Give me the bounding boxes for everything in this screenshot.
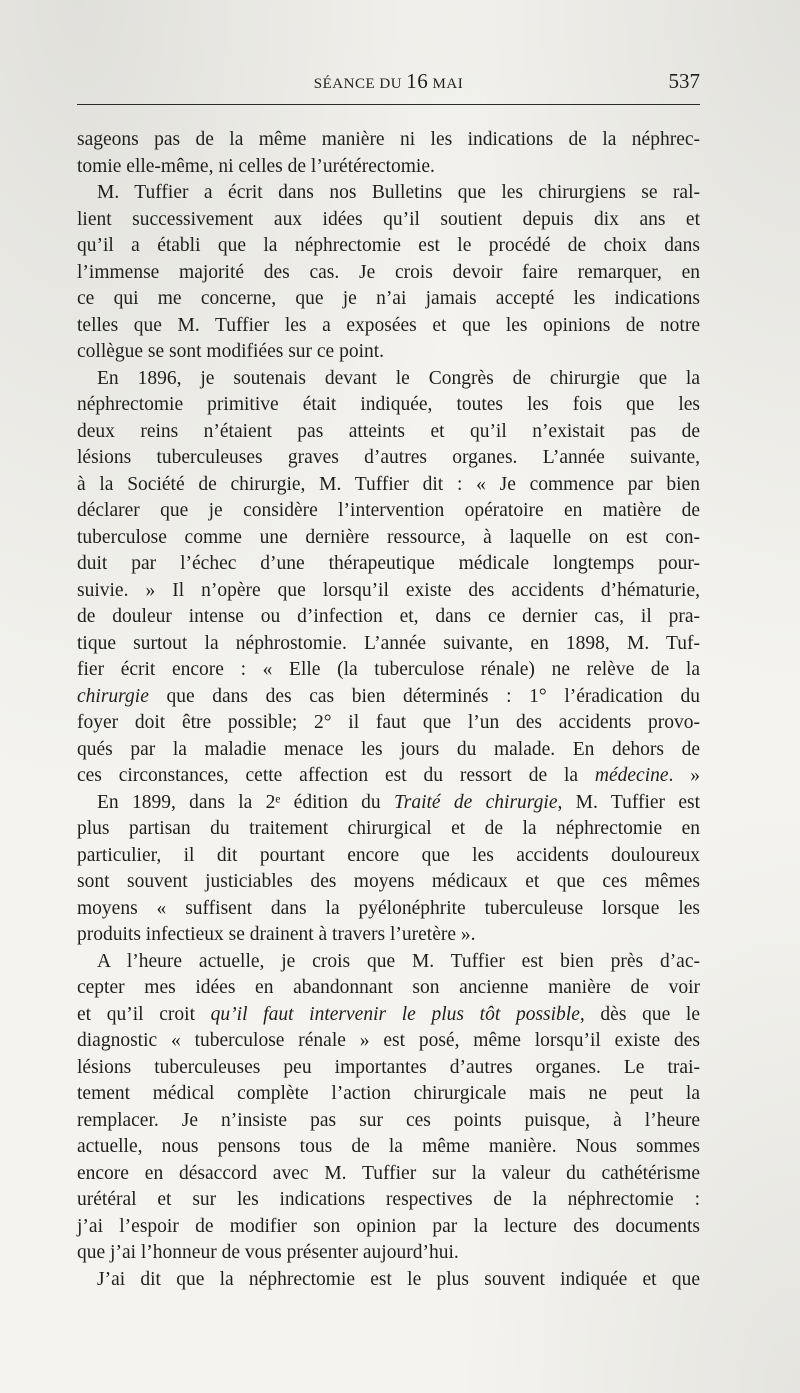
page-number: 537 <box>668 69 700 93</box>
text-line: En 1896, je soutenais devant le Congrès de chirurgie que la <box>97 367 700 389</box>
text-line: tement médical complète l’action chirurgicale mais ne peut la <box>77 1083 700 1104</box>
text-line: qués par la maladie menace les jours du malade. En dehors de <box>77 738 700 760</box>
text-line: déclarer que je considère l’intervention opératoire en matière de <box>77 500 700 521</box>
text-line: actuelle, nous pensons tous de la même manière. Nous sommes <box>77 1136 700 1157</box>
italic-text-run: Traité de chirurgie <box>393 791 558 813</box>
text-line: tuberculose comme une dernière ressource, à laquelle on est con- <box>77 526 700 548</box>
text-line: encore en désaccord avec M. Tuffier sur la valeur du cathétérisme <box>77 1162 700 1184</box>
text-line <box>77 1002 700 1029</box>
text-line: cepter mes idées en abandonnant son ancienne manière de voir <box>77 977 700 998</box>
text-line: tomie elle-même, ni celles de l’urétérectomie. <box>77 155 435 177</box>
text-line: lésions tuberculeuses graves d’autres organes. L’année suivante, <box>77 447 700 468</box>
text-line: qu’il a établi que la néphrectomie est le procédé de choix dans <box>77 235 700 256</box>
header-rule <box>77 104 700 105</box>
text-line: diagnostic « tuberculose rénale » est posé, même lorsqu’il existe des <box>77 1030 700 1051</box>
text-line: que j’ai l’honneur de vous présenter aujourd’hui. <box>77 1242 459 1263</box>
text-run: que dans des cas bien déterminés : 1° l’éradication du <box>148 685 700 707</box>
text-line: produits infectieux se drainent à travers l’uretère ». <box>77 924 476 945</box>
text-line: deux reins n’étaient pas atteints et qu’il n’existait pas de <box>77 420 700 442</box>
text-run: , M. Tuffier est <box>557 791 701 813</box>
text-line: A l’heure actuelle, je crois que M. Tuffier est bien près d’ac- <box>97 950 700 972</box>
text-line: sageons pas de la même manière ni les indications de la néphrec- <box>77 129 700 150</box>
text-line: tique surtout la néphrostomie. L’année suivante, en 1898, M. Tuf- <box>77 632 700 654</box>
text-line: plus partisan du traitement chirurgical et de la néphrectomie en <box>77 818 700 839</box>
text-run: ces circonstances, cette affection est du ressort de la <box>77 765 595 786</box>
text-run: , dès que le <box>579 1003 700 1025</box>
text-line: remplacer. Je n’insiste pas sur ces points puisque, à l’heure <box>77 1109 700 1131</box>
text-run: . » <box>668 765 700 786</box>
text-line: fier écrit encore : « Elle (la tuberculose rénale) ne relève de la <box>77 659 700 680</box>
text-line: ce qui me concerne, que je n’ai jamais accepté les indications <box>77 288 700 309</box>
text-line: sont souvent justiciables des moyens médicaux et que ces mêmes <box>77 871 700 892</box>
text-line: foyer doit être possible; 2° il faut que l’un des accidents provo- <box>77 712 700 733</box>
italic-text-run: chirurgie <box>77 685 149 707</box>
body-text <box>77 127 700 1293</box>
running-head-title <box>77 66 700 99</box>
text-line: particulier, il dit pourtant encore que les accidents douloureux <box>77 844 700 866</box>
running-head <box>77 66 700 96</box>
text-line: à la Société de chirurgie, M. Tuffier dit : « Je commence par bien <box>77 473 700 495</box>
text-line: moyens « suffisent dans la pyélonéphrite tuberculeuse lorsque les <box>77 897 700 919</box>
running-head-title-suffix: MAI <box>428 76 464 92</box>
text-line: de douleur intense ou d’infection et, dans ce dernier cas, il pra- <box>77 606 700 627</box>
text-run: En 1899, dans la 2ᵉ édition du <box>97 791 394 813</box>
text-line <box>77 763 700 790</box>
text-line: suivie. » Il n’opère que lorsqu’il existe des accidents d’hématurie, <box>77 579 700 601</box>
italic-text-run: qu’il faut intervenir le plus tôt possible <box>210 1003 580 1025</box>
text-line: J’ai dit que la néphrectomie est le plus souvent indiquée et que <box>97 1268 700 1290</box>
text-line: j’ai l’espoir de modifier son opinion par la lecture des documents <box>77 1215 700 1237</box>
running-head-day: 16 <box>406 69 429 93</box>
text-line: néphrectomie primitive était indiquée, toutes les fois que les <box>77 394 700 415</box>
text-line: duit par l’échec d’une thérapeutique médicale longtemps pour- <box>77 553 700 574</box>
running-head-title-prefix: SÉANCE DU <box>313 76 407 92</box>
text-line: telles que M. Tuffier les a exposées et que les opinions de notre <box>77 314 700 336</box>
text-line: urétéral et sur les indications respectives de la néphrectomie : <box>77 1189 700 1210</box>
text-line: M. Tuffier a écrit dans nos Bulletins que les chirurgiens se ral- <box>97 182 700 203</box>
text-line: lient successivement aux idées qu’il soutient depuis dix ans et <box>77 208 700 230</box>
text-line <box>77 790 700 817</box>
italic-text-run: médecine <box>594 765 669 786</box>
text-line: collègue se sont modifiées sur ce point. <box>77 341 385 362</box>
text-line <box>77 684 700 711</box>
text-line: lésions tuberculeuses peu importantes d’autres organes. Le trai- <box>77 1056 700 1078</box>
text-run: et qu’il croit <box>77 1003 211 1025</box>
text-line: l’immense majorité des cas. Je crois devoir faire remarquer, en <box>77 261 700 283</box>
